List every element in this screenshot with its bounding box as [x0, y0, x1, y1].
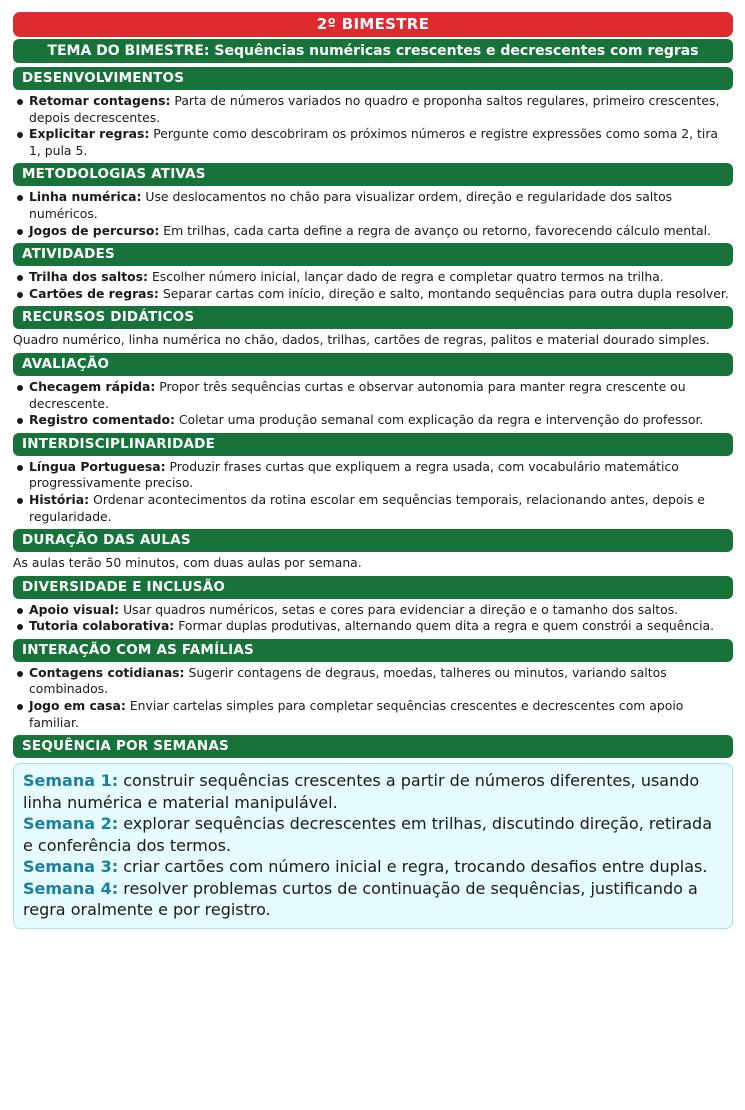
- section-title-desenvolvimentos: DESENVOLVIMENTOS: [13, 67, 733, 90]
- recursos-text: Quadro numérico, linha numérica no chão, dados, trilhas, cartões de regras, palitos e material dourado simples.: [13, 332, 710, 348]
- atividades-list: [13, 269, 733, 302]
- list-item: [29, 412, 729, 429]
- item-label: Jogo em casa:: [29, 698, 126, 714]
- section-title-diversidade: DIVERSIDADE E INCLUSÃO: [13, 576, 733, 599]
- tema-banner: TEMA DO BIMESTRE: Sequências numéricas crescentes e decrescentes com regras: [13, 39, 733, 63]
- section-title-recursos: RECURSOS DIDÁTICOS: [13, 306, 733, 329]
- item-text: Separar cartas com início, direção e salto, montando sequências para outra dupla resolver.: [162, 285, 729, 301]
- item-text: Pergunte como descobriram os próximos números e registre expressões como soma 2, tira 1, pula 5.: [29, 126, 719, 158]
- section-title-duracao: DURAÇÃO DAS AULAS: [13, 529, 733, 552]
- week-text: resolver problemas curtos de continuação de sequências, justificando a regra oralmente e por registro.: [23, 878, 698, 920]
- item-text: Use deslocamentos no chão para visualizar ordem, direção e regularidade dos saltos numéricos.: [29, 189, 673, 221]
- list-item: [29, 492, 729, 525]
- familias-list: [13, 665, 733, 731]
- list-item: [29, 286, 729, 303]
- week-text: explorar sequências decrescentes em trilhas, discutindo direção, retirada e conferência dos termos.: [23, 814, 712, 855]
- section-title-atividades: ATIVIDADES: [13, 243, 733, 266]
- item-label: Retomar contagens:: [29, 93, 171, 108]
- list-item: [29, 269, 729, 286]
- diversidade-list: [13, 602, 733, 635]
- item-label: Tutoria colaborativa:: [29, 618, 175, 634]
- week-text: criar cartões com número inicial e regra, trocando desafios entre duplas.: [123, 857, 708, 877]
- list-item: [29, 459, 729, 492]
- item-text: Produzir frases curtas que expliquem a regra usada, com vocabulário matemático progressivamente preciso.: [29, 458, 679, 491]
- item-label: Contagens cotidianas:: [29, 664, 185, 680]
- interdisciplinaridade-list: [13, 459, 733, 525]
- duracao-text: As aulas terão 50 minutos, com duas aulas por semana.: [13, 555, 362, 571]
- desenvolvimentos-list: [13, 93, 733, 159]
- item-text: Sugerir contagens de degraus, moedas, talheres ou minutos, variando saltos combinados.: [29, 664, 667, 697]
- list-item: [29, 665, 729, 698]
- list-item: [29, 618, 729, 635]
- item-text: Propor três sequências curtas e observar autonomia para manter regra crescente ou decrescente.: [29, 378, 686, 411]
- item-text: Em trilhas, cada carta define a regra de avanço ou retorno, favorecendo cálculo mental.: [163, 222, 711, 238]
- week-label: Semana 4:: [23, 878, 119, 898]
- item-text: Enviar cartelas simples para completar sequências crescentes e decrescentes com apoio familiar.: [29, 698, 684, 730]
- section-title-avaliacao: AVALIAÇÃO: [13, 353, 733, 376]
- item-label: Explicitar regras:: [29, 126, 150, 142]
- week-label: Semana 1:: [23, 771, 119, 791]
- list-item: [29, 93, 729, 126]
- week-item: [23, 813, 722, 856]
- item-label: Registro comentado:: [29, 412, 175, 428]
- week-label: Semana 3:: [23, 857, 119, 877]
- bimestre-header: 2º BIMESTRE: [13, 12, 733, 37]
- week-item: [23, 770, 722, 813]
- item-text: Coletar uma produção semanal com explicação da regra e intervenção do professor.: [178, 412, 704, 428]
- item-label: Trilha dos saltos:: [29, 269, 149, 285]
- item-label: Cartões de regras:: [29, 285, 159, 301]
- metodologias-list: [13, 189, 733, 239]
- weeks-box: [13, 763, 733, 929]
- avaliacao-list: [13, 379, 733, 429]
- item-text: Formar duplas produtivas, alternando quem dita a regra e quem constrói a sequência.: [178, 618, 715, 634]
- item-text: Usar quadros numéricos, setas e cores para evidenciar a direção e o tamanho dos saltos.: [123, 601, 679, 617]
- item-label: Apoio visual:: [29, 601, 120, 617]
- item-label: História:: [29, 491, 90, 507]
- item-label: Linha numérica:: [29, 189, 142, 205]
- item-text: Parta de números variados no quadro e proponha saltos regulares, primeiro crescentes, depois decrescentes.: [29, 93, 720, 125]
- list-item: [29, 223, 729, 240]
- section-title-interdisciplinaridade: INTERDISCIPLINARIDADE: [13, 433, 733, 456]
- section-title-familias: INTERAÇÃO COM AS FAMÍLIAS: [13, 639, 733, 662]
- week-label: Semana 2:: [23, 814, 119, 834]
- list-item: [29, 602, 729, 619]
- list-item: [29, 189, 729, 222]
- item-label: Jogos de percurso:: [29, 222, 160, 238]
- item-text: Ordenar acontecimentos da rotina escolar em sequências temporais, relacionando antes, depois e regularidade.: [29, 491, 705, 524]
- list-item: [29, 379, 729, 412]
- week-item: [23, 856, 722, 878]
- item-label: Checagem rápida:: [29, 378, 156, 394]
- section-title-sequencia: SEQUÊNCIA POR SEMANAS: [13, 735, 733, 758]
- list-item: [29, 126, 729, 159]
- section-title-metodologias: METODOLOGIAS ATIVAS: [13, 163, 733, 186]
- list-item: [29, 698, 729, 731]
- item-text: Escolher número inicial, lançar dado de regra e completar quatro termos na trilha.: [151, 269, 664, 285]
- week-item: [23, 878, 722, 921]
- item-label: Língua Portuguesa:: [29, 458, 166, 474]
- week-text: construir sequências crescentes a partir de números diferentes, usando linha numérica e material manipulável.: [23, 771, 700, 812]
